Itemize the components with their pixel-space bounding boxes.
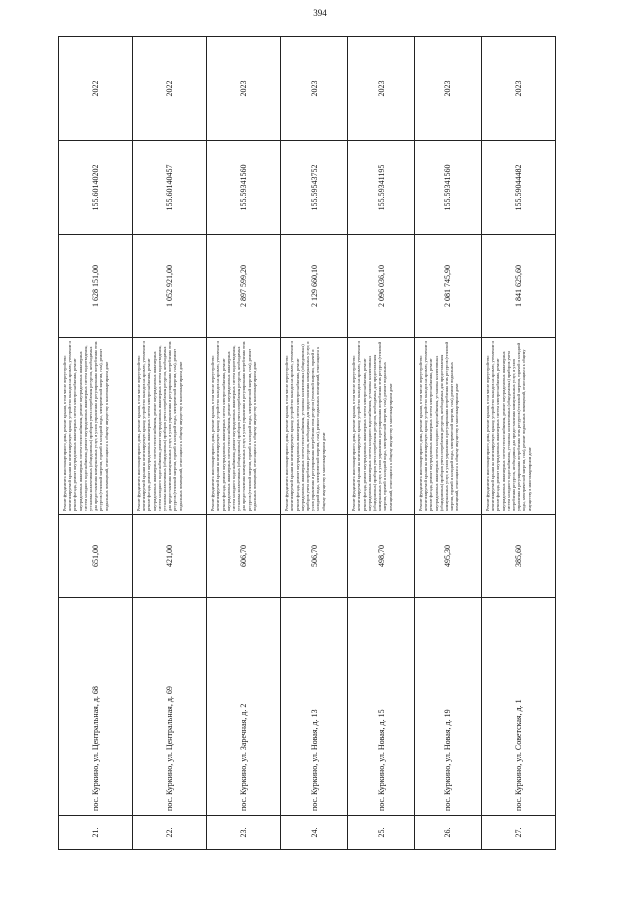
house-area: 495,30 xyxy=(415,515,482,598)
table-row xyxy=(281,37,348,850)
works-cost: 2 096 036,10 xyxy=(348,235,415,338)
planned-year: 2022 xyxy=(133,37,207,141)
table-row xyxy=(481,37,555,850)
budget-code: 155.59341560 xyxy=(207,141,281,235)
planned-year: 2023 xyxy=(481,37,555,141)
budget-code: 155.59341195 xyxy=(348,141,415,235)
planned-year: 2022 xyxy=(59,37,133,141)
planned-year: 2023 xyxy=(207,37,281,141)
row-number: 22. xyxy=(133,816,207,850)
works-list: Ремонт фундамента многоквартирного дома, ремонт крыши, в том числе переустройство невентилируемой крыши на вентилируемую крышу, устройство выходов на кровлю, утепление и ремонт фасада, ремонт внутридомовых инженерных систем электроснабжения, ремонт внутридомовых инженерных систем теплоснабжения, установка коллективных (общедомовых) приборов учета потребления ресурсов, необходимых для предоставления коммунальных услуг, и узлов управления и регулирования потребления этих ресурсов (тепловой энергии, горячей и холодной воды, электрической энергии, газа), ремонт подвальных помещений, относящихся к общему имуществу в многоквартирном доме xyxy=(281,338,348,515)
repair-program-table xyxy=(58,36,556,850)
row-number: 26. xyxy=(415,816,482,850)
table-row xyxy=(348,37,415,850)
row-number: 23. xyxy=(207,816,281,850)
house-area: 606,70 xyxy=(207,515,281,598)
works-cost: 1 628 151,00 xyxy=(59,235,133,338)
planned-year: 2023 xyxy=(281,37,348,141)
house-address: пос. Куркино, ул. Центральная, д. 68 xyxy=(59,598,133,816)
works-cost: 2 129 660,10 xyxy=(281,235,348,338)
works-cost: 2 081 745,90 xyxy=(415,235,482,338)
works-list: Ремонт фундамента многоквартирного дома, ремонт крыши, в том числе переустройство невентилируемой крыши на вентилируемую крышу, устройство выходов на кровлю, утепление и ремонт фасада, ремонт внутридомовых инженерных систем электроснабжения, ремонт внутридомовых инженерных систем холодного водоснабжения, установка коллективных (общедомовых) приборов учета потребления ресурсов, необходимых для предоставления коммунальных услуг, и узлов управления и регулирования потребления этих ресурсов (тепловой энергии, горячей и холодной воды, электрической энергии, газа), ремонт подвальных помещений, относящихся к общему имуществу в многоквартирном доме xyxy=(348,338,415,515)
house-address: пос. Куркино, ул. Центральная, д. 69 xyxy=(133,598,207,816)
works-cost: 1 052 921,00 xyxy=(133,235,207,338)
house-area: 651,00 xyxy=(59,515,133,598)
works-list: Ремонт фундамента многоквартирного дома, ремонт крыши, в том числе переустройство невентилируемой крыши на вентилируемую крышу, устройство выходов на кровлю, утепление и ремонт фасада, ремонт внутридомовых инженерных систем электроснабжения, ремонт внутридомовых инженерных систем теплоснабжения, ремонт внутридомовых инженерных систем холодного водоснабжения, установка коллективных (общедомовых) приборов учета потребления ресурсов, необходимых для предоставления коммунальных услуг, и узлов управления и регулирования потребления этих ресурсов (тепловой энергии, горячей и холодной воды, электрической энергии, газа), ремонт подвальных помещений, относящихся к общему имуществу в многоквартирном доме xyxy=(481,338,555,515)
budget-code: 155.60140202 xyxy=(59,141,133,235)
house-address: пос. Куркино, ул. Новая, д. 19 xyxy=(415,598,482,816)
row-number: 24. xyxy=(281,816,348,850)
budget-code: 155.59543752 xyxy=(281,141,348,235)
planned-year: 2023 xyxy=(415,37,482,141)
rotated-table-frame xyxy=(58,72,556,850)
row-number: 27. xyxy=(481,816,555,850)
house-address: пос. Куркино, ул. Советская, д. 1 xyxy=(481,598,555,816)
rotated-table-container xyxy=(58,72,556,850)
works-cost: 1 841 625,60 xyxy=(481,235,555,338)
table-body xyxy=(59,37,556,850)
house-area: 421,00 xyxy=(133,515,207,598)
page-number: 394 xyxy=(313,8,327,18)
house-address: пос. Куркино, ул. Новая, д. 15 xyxy=(348,598,415,816)
works-cost: 2 897 599,20 xyxy=(207,235,281,338)
budget-code: 155.60140457 xyxy=(133,141,207,235)
table-row xyxy=(133,37,207,850)
planned-year: 2023 xyxy=(348,37,415,141)
works-list: Ремонт фундамента многоквартирного дома, ремонт крыши, в том числе переустройство невентилируемой крыши на вентилируемую крышу, устройство выходов на кровлю, утепление и ремонт фасада, ремонт внутридомовых инженерных систем электроснабжения, ремонт внутридомовых инженерных систем теплоснабжения, ремонт внутридомовых инженерных систем холодного водоснабжения, ремонт внутридомовых инженерных систем водоотведения, установка коллективных (общедомовых) приборов учета потребления ресурсов, необходимых для предоставления коммунальных услуг, и узлов управления и регулирования потребления этих ресурсов (тепловой энергии, горячей и холодной воды, электрической энергии, газа), ремонт подвальных помещений, относящихся к общему имуществу в многоквартирном доме xyxy=(133,338,207,515)
house-area: 498,70 xyxy=(348,515,415,598)
budget-code: 155.59341560 xyxy=(415,141,482,235)
house-address: пос. Куркино, ул. Заречная, д. 2 xyxy=(207,598,281,816)
row-number: 21. xyxy=(59,816,133,850)
table-row xyxy=(415,37,482,850)
house-area: 506,70 xyxy=(281,515,348,598)
table-row xyxy=(207,37,281,850)
works-list: Ремонт фундамента многоквартирного дома, ремонт крыши, в том числе переустройство невентилируемой крыши на вентилируемую крышу, устройство выходов на кровлю, утепление и ремонт фасада, ремонт внутридомовых инженерных систем электроснабжения, ремонт внутридомовых инженерных систем теплоснабжения, ремонт внутридомовых инженерных систем холодного водоснабжения, ремонт внутридомовых инженерных систем водоотведения, установка коллективных (общедомовых) приборов учета потребления ресурсов, необходимых для предоставления коммунальных услуг, и узлов управления и регулирования потребления этих ресурсов (тепловой энергии, горячей и холодной воды, электрической энергии, газа), ремонт подвальных помещений, относящихся к общему имуществу в многоквартирном доме xyxy=(59,338,133,515)
works-list: Ремонт фундамента многоквартирного дома, ремонт крыши, в том числе переустройство невентилируемой крыши на вентилируемую крышу, устройство выходов на кровлю, утепление и ремонт фасада, ремонт внутридомовых инженерных систем электроснабжения, ремонт внутридомовых инженерных систем холодного водоснабжения, установка коллективных (общедомовых) приборов учета потребления ресурсов, необходимых для предоставления коммунальных услуг, и узлов управления и регулирования потребления этих ресурсов (тепловой энергии, горячей и холодной воды, электрической энергии, газа), ремонт подвальных помещений, относящихся к общему имуществу в многоквартирном доме xyxy=(415,338,482,515)
house-area: 385,60 xyxy=(481,515,555,598)
table-row xyxy=(59,37,133,850)
works-list: Ремонт фундамента многоквартирного дома, ремонт крыши, в том числе переустройство невентилируемой крыши на вентилируемую крышу, устройство выходов на кровлю, утепление и ремонт фасада, ремонт внутридомовых инженерных систем электроснабжения, ремонт внутридомовых инженерных систем теплоснабжения, ремонт внутридомовых инженерных систем холодного водоснабжения, ремонт внутридомовых инженерных систем водоотведения, установка коллективных (общедомовых) приборов учета потребления ресурсов, необходимых для предоставления коммунальных услуг, и узлов управления и регулирования потребления этих ресурсов (тепловой энергии, горячей и холодной воды, электрической энергии, газа), ремонт подвальных помещений, относящихся к общему имуществу в многоквартирном доме xyxy=(207,338,281,515)
house-address: пос. Куркино, ул. Новая, д. 13 xyxy=(281,598,348,816)
budget-code: 155.59044482 xyxy=(481,141,555,235)
row-number: 25. xyxy=(348,816,415,850)
